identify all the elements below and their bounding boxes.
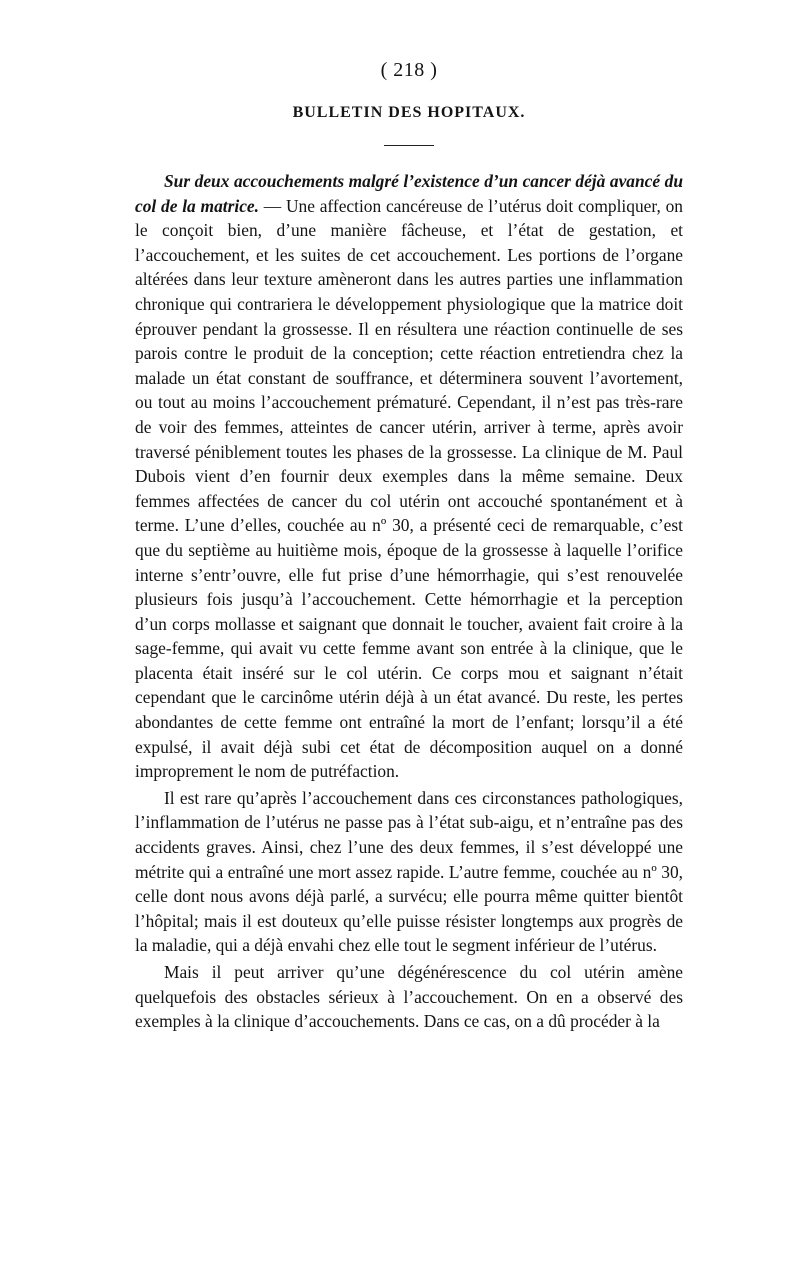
separator-rule <box>384 145 434 146</box>
article-title: Sur deux accouchements malgré l’existence d’un cancer déjà avancé du col de la matrice. <box>135 171 683 216</box>
document-page <box>135 55 683 1034</box>
paragraph-text: — Une affection cancéreuse de l’utérus doit compliquer, on le conçoit bien, d’une manière fâcheuse, et l’état de gestation, et l’accouchement, et les suites de cet accouchement. Les portions de l’organe altérées dans leur texture amèneront dans les autres parties une inflammation chronique qui contrariera le développement physiologique que la matrice doit éprouver pendant la grossesse. Il en résultera une réaction continuelle de ses parois contre le produit de la conception; cette réaction entretiendra chez la malade un état constant de souffrance, et déterminera souvent l’avortement, ou tout au moins l’accouchement prématuré. Cependant, il n’est pas très-rare de voir des femmes, atteintes de cancer utérin, arriver à terme, après avoir traversé péniblement toutes les phases de la grossesse. La clinique de M. Paul Dubois vient d’en fournir deux exemples dans la même semaine. Deux femmes affectées de cancer du col utérin ont accouché spontanément et à terme. L’une d’elles, couchée au nº 30, a présenté ceci de remarquable, c’est que du septième au huitième mois, époque de la grossesse à laquelle l’orifice interne s’entr’ouvre, elle fut prise d’une hémorrhagie, qui s’est renouvelée plusieurs fois jusqu’à l’accouchement. Cette hémorrhagie et la perception d’un corps mollasse et saignant que donnait le toucher, avaient fait croire à la sage-femme, qui avait vu cette femme avant son entrée à la clinique, que le placenta était inséré sur le col utérin. Ce corps mou et saignant n’était cependant que le carcinôme utérin déjà à un état avancé. Du reste, les pertes abondantes de cette femme ont entraîné la mort de l’enfant; lorsqu’il a été expulsé, il avait déjà subi cet état de décomposition auquel on a donné improprement le nom de putréfaction. <box>135 195 683 782</box>
page-number: ( 218 ) <box>380 59 438 81</box>
paragraph: Mais il peut arriver qu’une dégénérescence du col utérin amène quelquefois des obstacles sérieux à l’accouchement. On en a observé des exemples à la clinique d’accouchements. Dans ce cas, on a dû procéder à la <box>135 962 683 1032</box>
running-head: BULLETIN DES HOPITAUX. <box>292 104 526 121</box>
paragraph: Il est rare qu’après l’accouchement dans ces circonstances pathologiques, l’inflammation de l’utérus ne passe pas à l’état sub-aigu, et n’entraîne pas des accidents graves. Ainsi, chez l’une des deux femmes, il s’est développé une métrite qui a entraîné une mort assez rapide. L’autre femme, couchée au nº 30, celle dont nous avons déjà parlé, a survécu; elle pourra même quitter bientôt l’hôpital; mais il est douteux qu’elle puisse résister longtemps aux progrès de la maladie, qui a déjà envahi chez elle tout le segment inférieur de l’utérus. <box>135 787 683 956</box>
paragraph <box>135 169 683 784</box>
article-body <box>135 169 683 1034</box>
